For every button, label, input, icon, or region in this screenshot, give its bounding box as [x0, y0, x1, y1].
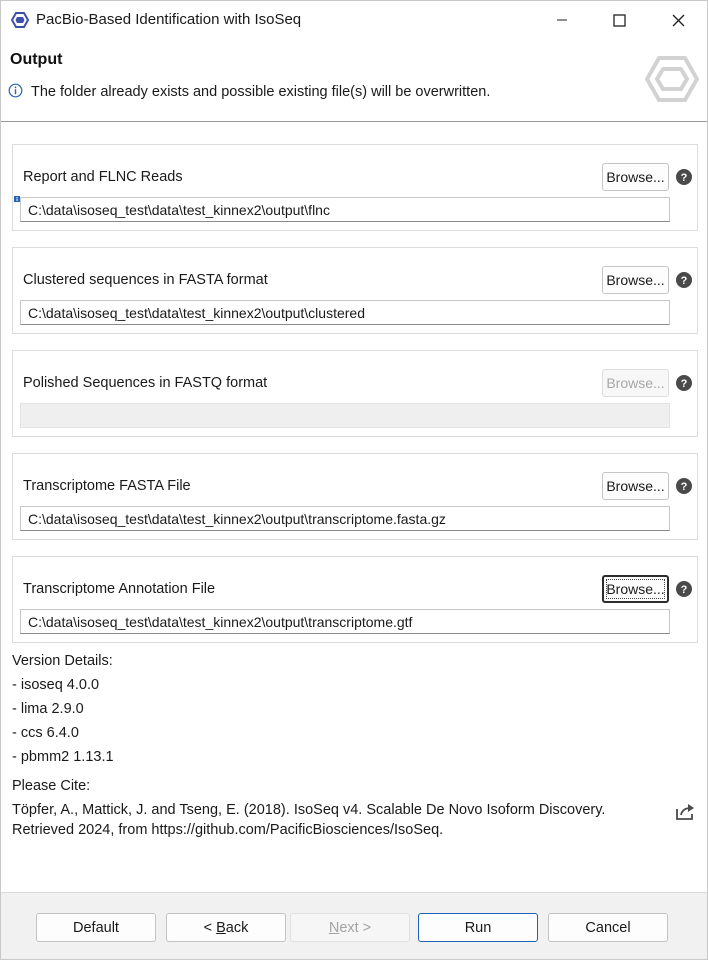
path-input[interactable]: C:\data\isoseq_test\data\test_kinnex2\output\transcriptome.gtf — [20, 609, 670, 634]
content-area — [1, 123, 707, 892]
browse-button[interactable]: Browse... — [602, 266, 669, 294]
browse-button[interactable]: Browse... — [602, 163, 669, 191]
group-label: Report and FLNC Reads — [23, 169, 183, 185]
svg-text:?: ? — [680, 172, 688, 185]
group-label: Transcriptome FASTA File — [23, 478, 191, 494]
back-prefix: < — [203, 919, 217, 936]
output-group-transcriptome-annotation — [12, 556, 698, 643]
run-button[interactable]: Run — [418, 913, 538, 942]
brand-logo-icon — [645, 55, 699, 103]
path-input[interactable] — [20, 403, 670, 428]
version-item: - isoseq 4.0.0 — [12, 677, 100, 693]
page-title: Output — [10, 51, 63, 68]
close-icon — [672, 14, 685, 27]
window-title: PacBio-Based Identification with IsoSeq — [36, 11, 302, 28]
svg-text:?: ? — [680, 378, 688, 391]
help-icon[interactable] — [676, 478, 692, 494]
help-icon[interactable] — [676, 272, 692, 288]
svg-text:?: ? — [680, 275, 688, 288]
wizard-header — [1, 39, 707, 122]
back-button[interactable] — [166, 913, 286, 942]
cite-heading: Please Cite: — [12, 778, 91, 794]
path-input[interactable]: C:\data\isoseq_test\data\test_kinnex2\output\transcriptome.fasta.gz — [20, 506, 670, 531]
svg-text:?: ? — [680, 584, 688, 597]
app-logo-icon — [11, 11, 29, 29]
browse-button[interactable]: Browse... — [602, 472, 669, 500]
path-input[interactable]: C:\data\isoseq_test\data\test_kinnex2\output\clustered — [20, 300, 670, 325]
next-mnemonic: N — [328, 919, 340, 936]
version-item: - ccs 6.4.0 — [12, 725, 79, 741]
version-item: - pbmm2 1.13.1 — [12, 749, 114, 765]
path-input[interactable]: C:\data\isoseq_test\data\test_kinnex2\output\flnc — [20, 197, 670, 222]
maximize-button[interactable] — [590, 1, 648, 39]
info-icon — [8, 83, 23, 98]
minimize-button[interactable] — [533, 1, 591, 39]
default-button[interactable]: Default — [36, 913, 156, 942]
back-mnemonic: B — [216, 919, 226, 936]
help-icon[interactable] — [676, 375, 692, 391]
next-rest: ext > — [339, 919, 372, 936]
group-label: Transcriptome Annotation File — [23, 581, 216, 597]
output-group-clustered — [12, 247, 698, 334]
next-button[interactable] — [290, 913, 410, 942]
help-icon[interactable] — [676, 581, 692, 597]
output-group-polished — [12, 350, 698, 437]
help-icon[interactable] — [676, 169, 692, 185]
share-icon[interactable] — [675, 803, 695, 821]
citation-line: Retrieved 2024, from https://github.com/PacificBiosciences/IsoSeq. — [12, 822, 444, 838]
cancel-button[interactable]: Cancel — [548, 913, 668, 942]
output-group-flnc — [12, 144, 698, 231]
minimize-icon — [556, 14, 568, 26]
close-button[interactable] — [649, 1, 707, 39]
browse-button[interactable]: Browse... — [602, 575, 669, 603]
version-heading: Version Details: — [12, 653, 113, 669]
output-group-transcriptome-fasta — [12, 453, 698, 540]
version-item: - lima 2.9.0 — [12, 701, 84, 717]
header-message: The folder already exists and possible existing file(s) will be overwritten. — [31, 84, 491, 100]
group-label: Clustered sequences in FASTA format — [23, 272, 268, 288]
maximize-icon — [613, 14, 626, 27]
back-rest: ack — [225, 919, 249, 936]
title-bar — [1, 1, 707, 39]
citation-line: Töpfer, A., Mattick, J. and Tseng, E. (2018). IsoSeq v4. Scalable De Novo Isoform Discovery. — [12, 802, 606, 818]
group-label: Polished Sequences in FASTQ format — [23, 375, 268, 391]
svg-text:?: ? — [680, 481, 688, 494]
browse-button[interactable]: Browse... — [602, 369, 669, 397]
button-bar — [1, 892, 707, 960]
